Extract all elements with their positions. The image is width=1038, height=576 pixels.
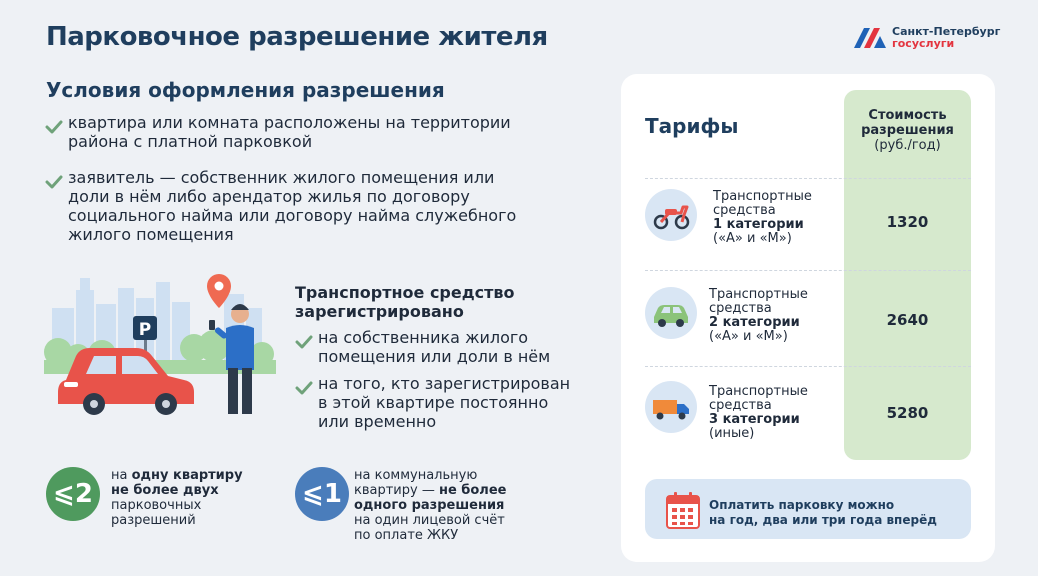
cost-header-line: Стоимость [868,108,947,123]
note-line: Оплатить парковку можно [709,498,895,512]
note-line: на год, два или три года вперёд [709,513,937,527]
limit-text-two [111,468,243,528]
row-divider [645,366,971,367]
registered-line: или временно [318,412,437,431]
registered-item-resident [318,374,570,431]
price-category-2: 2640 [886,311,929,329]
title-line: зарегистрировано [295,302,464,321]
price-category-1: 1320 [886,213,929,231]
parking-sign-letter: P [138,320,152,340]
vehicle-line: средства [709,301,772,316]
vehicle-registered-title [295,283,515,321]
vehicle-line: Транспортные [709,287,808,302]
vehicle-category-label: 3 категории [709,412,800,427]
limit-text-bold: не более двух [111,483,219,498]
limit-text-bold: одного разрешения [354,498,505,513]
vehicle-line: Транспортные [713,189,812,204]
row-divider [645,178,971,179]
check-icon [295,335,313,349]
cost-header-unit: (руб./год) [874,138,941,153]
vehicle-category-label: 2 категории [709,315,800,330]
payment-note-text [709,498,937,528]
registered-item-owner [318,328,550,366]
limit-line: на коммунальную [354,468,478,483]
limit-text-bold: не более [438,483,507,498]
condition-line: социального найма или договору найма служебного [68,206,517,225]
city-parking-illustration [44,268,284,418]
registered-line: на того, кто зарегистрирован [318,374,571,393]
condition-item-applicant [68,168,516,244]
vehicle-line: Транспортные [709,384,808,399]
page-title: Парковочное разрешение жителя [46,22,548,52]
limit-line [354,483,506,498]
limit-line: по оплате ЖКУ [354,528,459,543]
gosuslugi-logo-icon [852,26,888,48]
limit-line: разрешений [111,513,196,528]
cost-header [844,108,971,153]
logo-line-1: Санкт-Петербург [892,25,1001,38]
condition-line: района с платной парковкой [68,132,313,151]
title-line: Транспортное средство [295,283,515,302]
condition-line: жилого помещения [68,225,234,244]
gosuslugi-logo[interactable] [852,26,1002,52]
vehicle-line: («А» и «М») [713,231,792,246]
limit-line: парковочных [111,498,202,513]
limit-badge-two: ⩽2 [46,467,100,521]
tariffs-title: Тарифы [645,114,739,138]
vehicle-line: средства [713,203,776,218]
car-icon [645,287,697,339]
limit-line [354,498,506,513]
conditions-title: Условия оформления разрешения [46,78,445,102]
limit-line [111,483,243,498]
registered-line: помещения или доли в нём [318,347,551,366]
vehicle-category-2 [709,288,808,344]
limit-line [111,468,243,483]
row-divider [645,270,971,271]
vehicle-line: (иные) [709,426,755,441]
condition-line: доли в нём либо арендатор жилья по договору [68,187,470,206]
vehicle-line: («А» и «М») [709,329,788,344]
vehicle-category-3 [709,385,808,441]
truck-icon [645,381,697,433]
condition-item-territory [68,113,511,151]
limit-text-part: на [111,468,132,483]
vehicle-category-1 [713,190,812,246]
check-icon [45,175,63,189]
limit-text-one [354,468,506,543]
motorcycle-icon [645,189,697,241]
limit-text-bold: одну квартиру [131,468,243,483]
vehicle-category-label: 1 категории [713,217,804,232]
cost-header-line: разрешения [861,123,954,138]
limit-badge-one: ⩽1 [295,467,349,521]
limit-text-part: квартиру — [354,483,439,498]
condition-line: заявитель — собственник жилого помещения или [68,168,495,187]
vehicle-line: средства [709,398,772,413]
logo-line-2: госуслуги [892,37,955,50]
check-icon [45,120,63,134]
calendar-icon [666,491,700,529]
price-category-3: 5280 [886,404,929,422]
condition-line: квартира или комната расположены на территории [68,113,511,132]
check-icon [295,381,313,395]
registered-line: на собственника жилого [318,328,529,347]
limit-line: на один лицевой счёт [354,513,505,528]
registered-line: в этой квартире постоянно [318,393,549,412]
